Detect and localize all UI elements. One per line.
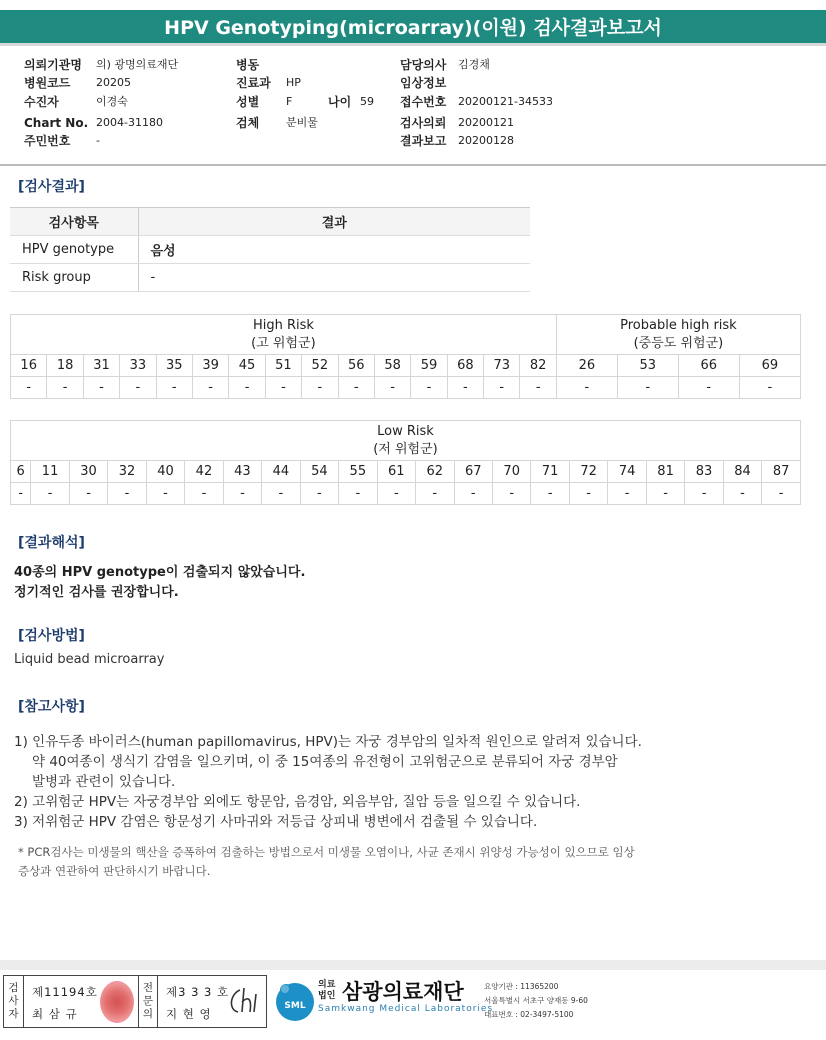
hpv-type-cell: 70 xyxy=(492,461,530,483)
info-value: 59 xyxy=(360,95,374,108)
hpv-result-cell: - xyxy=(608,483,646,505)
hpv-result-cell: - xyxy=(120,377,156,399)
hpv-type-cell: 39 xyxy=(192,355,228,377)
hpv-type-cell: 71 xyxy=(531,461,569,483)
hpv-result-cell: - xyxy=(484,377,520,399)
hpv-result-cell: - xyxy=(31,483,69,505)
hpv-result-cell: - xyxy=(185,483,223,505)
hpv-result-cell: - xyxy=(520,377,556,399)
signer-name: 지 현 영 xyxy=(166,1007,212,1021)
hpv-result-cell: - xyxy=(723,483,761,505)
info-value: 20205 xyxy=(96,76,131,89)
hpv-result-cell: - xyxy=(447,377,483,399)
section-reference-heading: [참고사항] xyxy=(18,699,85,715)
hpv-type-cell: 16 xyxy=(11,355,47,377)
hpv-type-cell: 69 xyxy=(739,355,800,377)
info-label: 성별 xyxy=(236,95,260,109)
hpv-type-cell: 53 xyxy=(617,355,678,377)
seal-stamp-icon xyxy=(100,981,134,1023)
patient-info xyxy=(0,54,826,166)
hpv-type-cell: 67 xyxy=(454,461,492,483)
hpv-type-cell: 35 xyxy=(156,355,192,377)
high-risk-label: High Risk xyxy=(252,317,314,333)
report-title: HPV Genotyping(microarray)(이원) 검사결과보고서 xyxy=(0,10,826,46)
license-number: 제3 3 3 호 xyxy=(166,985,230,999)
info-label: 임상정보 xyxy=(400,76,447,90)
low-risk-sublabel: (저 위험군) xyxy=(373,441,438,457)
lab-prefix: 의료 법인 xyxy=(318,980,336,1001)
hpv-result-cell: - xyxy=(339,483,377,505)
high-risk-header xyxy=(11,315,557,355)
hpv-result-cell: - xyxy=(11,377,47,399)
result-item: HPV genotype xyxy=(10,236,138,264)
hpv-result-cell: - xyxy=(646,483,684,505)
hpv-result-cell: - xyxy=(454,483,492,505)
hpv-result-cell: - xyxy=(146,483,184,505)
hpv-result-cell: - xyxy=(416,483,454,505)
hpv-type-cell: 58 xyxy=(374,355,410,377)
method-text: Liquid bead microarray xyxy=(14,652,165,667)
high-risk-sublabel: (고 위험군) xyxy=(251,335,316,351)
result-col-header: 결과 xyxy=(138,208,530,236)
info-label: 진료과 xyxy=(236,76,271,90)
hpv-type-cell: 81 xyxy=(646,461,684,483)
hpv-type-cell: 51 xyxy=(265,355,301,377)
result-table xyxy=(10,207,530,292)
hpv-result-cell: - xyxy=(685,483,723,505)
hpv-result-cell: - xyxy=(302,377,338,399)
info-value: F xyxy=(286,95,293,108)
high-risk-table xyxy=(10,314,801,399)
note-line: 1) 인유두종 바이러스(human papillomavirus, HPV)는 자궁 경부암의 일차적 원인으로 알려져 있습니다. xyxy=(14,734,642,750)
lab-english-name: Samkwang Medical Laboratories xyxy=(318,1004,494,1014)
hpv-type-cell: 68 xyxy=(447,355,483,377)
hpv-type-cell: 62 xyxy=(416,461,454,483)
info-value: 20200121-34533 xyxy=(458,95,553,108)
info-label: 나이 xyxy=(328,95,352,109)
info-label: Chart No. xyxy=(24,116,89,130)
hpv-result-cell: - xyxy=(569,483,607,505)
lab-name: 삼광의료재단 xyxy=(342,980,464,1004)
hpv-type-cell: 33 xyxy=(120,355,156,377)
info-label: 병원코드 xyxy=(24,76,71,90)
hpv-type-cell: 59 xyxy=(411,355,447,377)
info-value: 분비물 xyxy=(286,116,318,129)
logo-text: SML xyxy=(284,1001,306,1011)
hpv-type-cell: 72 xyxy=(569,461,607,483)
info-label: 병동 xyxy=(236,58,260,72)
table-row xyxy=(10,236,530,264)
lab-logo-icon xyxy=(273,978,315,1024)
hpv-result-cell: - xyxy=(377,483,415,505)
info-label: 의뢰기관명 xyxy=(24,58,82,72)
hpv-type-cell: 40 xyxy=(146,461,184,483)
hpv-result-cell: - xyxy=(265,377,301,399)
hpv-type-cell: 56 xyxy=(338,355,374,377)
hpv-type-cell: 26 xyxy=(556,355,617,377)
info-value: - xyxy=(96,134,100,147)
hpv-result-cell: - xyxy=(492,483,530,505)
hpv-type-cell: 11 xyxy=(31,461,69,483)
footnote-line: 증상과 연관하여 판단하시기 바랍니다. xyxy=(18,864,211,878)
hpv-result-cell: - xyxy=(192,377,228,399)
info-label: 검체 xyxy=(236,116,260,130)
hpv-type-cell: 74 xyxy=(608,461,646,483)
info-value: HP xyxy=(286,76,301,89)
probable-risk-header xyxy=(556,315,800,355)
hpv-type-cell: 44 xyxy=(262,461,300,483)
lab-phone: 대표번호 : 02-3497-5100 xyxy=(484,1010,574,1019)
info-value: 의) 광명의료재단 xyxy=(96,58,179,71)
result-value: 음성 xyxy=(138,236,530,264)
interpretation-line: 40종의 HPV genotype이 검출되지 않았습니다. xyxy=(14,565,306,580)
note-line: 2) 고위험군 HPV는 자궁경부암 외에도 항문암, 음경암, 외음부암, 질암 등을 일으킬 수 있습니다. xyxy=(14,794,581,810)
table-row xyxy=(10,264,530,292)
hpv-result-cell: - xyxy=(47,377,83,399)
info-value: 20200128 xyxy=(458,134,514,147)
hpv-type-cell: 31 xyxy=(83,355,119,377)
hpv-type-cell: 18 xyxy=(47,355,83,377)
hpv-result-cell: - xyxy=(531,483,569,505)
role-label xyxy=(138,976,158,1027)
result-item: Risk group xyxy=(10,264,138,292)
hpv-result-cell: - xyxy=(69,483,107,505)
lab-code: 요양기관 : 11365200 xyxy=(484,982,559,991)
hpv-type-cell: 32 xyxy=(108,461,146,483)
signature-box xyxy=(3,975,267,1028)
footnote-line: * PCR검사는 미생물의 핵산을 증폭하여 검출하는 방법으로서 미생물 오염이나, 사균 존재시 위양성 가능성이 있으므로 임상 xyxy=(18,845,635,859)
info-value: 김경채 xyxy=(458,58,490,71)
probable-risk-sublabel: (중등도 위험군) xyxy=(633,335,724,351)
note-line: 3) 저위험군 HPV 감염은 항문성기 사마귀와 저등급 상피내 병변에서 검출될 수 있습니다. xyxy=(14,814,538,830)
hpv-type-cell: 82 xyxy=(520,355,556,377)
hpv-result-cell: - xyxy=(262,483,300,505)
hpv-type-cell: 6 xyxy=(11,461,31,483)
interpretation-line: 정기적인 검사를 권장합니다. xyxy=(14,585,179,600)
hpv-type-cell: 55 xyxy=(339,461,377,483)
lab-contact xyxy=(484,980,588,1022)
hpv-result-cell: - xyxy=(678,377,739,399)
note-line: 발병과 관련이 있습니다. xyxy=(32,774,176,790)
info-label: 수진자 xyxy=(24,95,59,109)
hpv-type-cell: 83 xyxy=(685,461,723,483)
info-label: 담당의사 xyxy=(400,58,447,72)
hpv-type-cell: 66 xyxy=(678,355,739,377)
hpv-result-cell: - xyxy=(556,377,617,399)
hpv-result-cell: - xyxy=(739,377,800,399)
info-value: 20200121 xyxy=(458,116,514,129)
hpv-result-cell: - xyxy=(229,377,265,399)
license-number: 제11194호 xyxy=(32,985,98,999)
result-col-header: 검사항목 xyxy=(10,208,138,236)
hpv-type-cell: 42 xyxy=(185,461,223,483)
note-line: 약 40여종이 생식기 감염을 일으키며, 이 중 15여종의 유전형이 고위험군으로 분류되어 자궁 경부암 xyxy=(32,754,618,770)
hpv-result-cell: - xyxy=(617,377,678,399)
hpv-result-cell: - xyxy=(338,377,374,399)
role-label xyxy=(4,976,24,1027)
footer-divider xyxy=(0,960,826,970)
hpv-type-cell: 73 xyxy=(484,355,520,377)
hpv-type-cell: 52 xyxy=(302,355,338,377)
hpv-result-cell: - xyxy=(11,483,31,505)
hpv-result-cell: - xyxy=(156,377,192,399)
hpv-type-cell: 43 xyxy=(223,461,261,483)
info-value: 이경숙 xyxy=(96,95,128,108)
result-value: - xyxy=(138,264,530,292)
section-method-heading: [검사방법] xyxy=(18,628,85,644)
reference-notes xyxy=(14,732,642,832)
hpv-type-cell: 87 xyxy=(762,461,801,483)
low-risk-header xyxy=(11,421,801,461)
low-risk-label: Low Risk xyxy=(377,423,434,439)
section-result-heading: [검사결과] xyxy=(18,179,85,195)
hpv-result-cell: - xyxy=(83,377,119,399)
info-label: 검사의뢰 xyxy=(400,116,447,130)
role-text: 검 사 자 xyxy=(8,982,19,1020)
lab-address: 서울특별시 서초구 양재동 9-60 xyxy=(484,996,588,1005)
hpv-result-cell: - xyxy=(223,483,261,505)
pcr-footnote xyxy=(18,843,635,881)
hpv-type-cell: 84 xyxy=(723,461,761,483)
low-risk-table xyxy=(10,420,801,505)
info-label: 결과보고 xyxy=(400,134,447,148)
hpv-result-cell: - xyxy=(300,483,338,505)
info-value: 2004-31180 xyxy=(96,116,163,129)
hpv-type-cell: 54 xyxy=(300,461,338,483)
signer-name: 최 삼 규 xyxy=(32,1007,78,1021)
probable-risk-label: Probable high risk xyxy=(620,317,737,333)
hpv-result-cell: - xyxy=(411,377,447,399)
hpv-result-cell: - xyxy=(374,377,410,399)
section-interpretation-heading: [결과해석] xyxy=(18,535,85,551)
hpv-type-cell: 45 xyxy=(229,355,265,377)
hpv-result-cell: - xyxy=(108,483,146,505)
info-label: 접수번호 xyxy=(400,95,447,109)
hpv-type-cell: 30 xyxy=(69,461,107,483)
signature-icon xyxy=(226,984,264,1018)
hpv-type-cell: 61 xyxy=(377,461,415,483)
role-text: 전 문 의 xyxy=(142,982,154,1020)
hpv-result-cell: - xyxy=(762,483,801,505)
info-label: 주민번호 xyxy=(24,134,71,148)
